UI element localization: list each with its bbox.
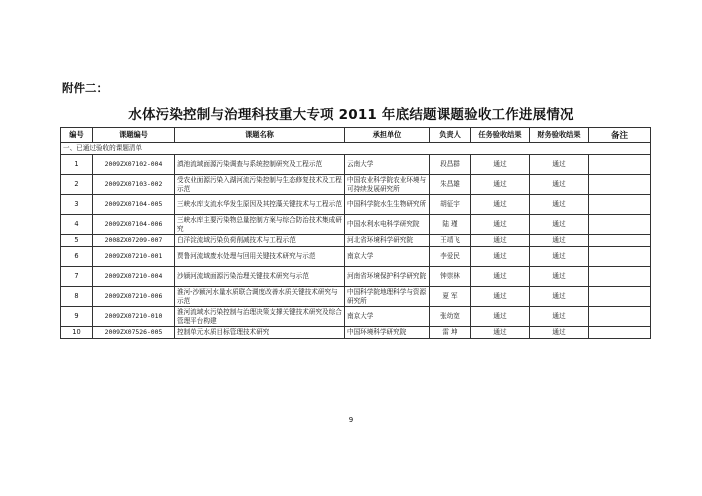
cell-leader: 陆 瑾 [430,215,471,235]
cell-task-result: 通过 [471,327,530,339]
cell-task-result: 通过 [471,287,530,307]
cell-leader: 王靖飞 [430,235,471,247]
cell-note [589,267,651,287]
cell-finance-result: 通过 [530,307,589,327]
table-row [61,235,651,247]
acceptance-table [60,127,651,339]
cell-leader: 张幼宽 [430,307,471,327]
cell-task-result: 通过 [471,155,530,175]
cell-code: 2008ZX07209-007 [93,235,175,247]
cell-leader: 钟崇林 [430,267,471,287]
header-name: 课题名称 [175,128,345,143]
appendix-label: 附件二： [62,81,108,95]
cell-leader: 胡征宇 [430,195,471,215]
cell-name: 白洋淀流域污染负荷削减技术与工程示范 [175,235,345,247]
cell-note [589,155,651,175]
cell-code: 2009ZX07103-002 [93,175,175,195]
header-code: 课题编号 [93,128,175,143]
cell-no: 3 [61,195,93,215]
cell-no: 5 [61,235,93,247]
cell-unit: 中国科学院地理科学与资源研究所 [345,287,430,307]
cell-unit: 中国农业科学院农业环境与可持续发展研究所 [345,175,430,195]
cell-unit: 河南省环境保护科学研究院 [345,267,430,287]
table-row [61,287,651,307]
cell-code: 2009ZX07526-005 [93,327,175,339]
cell-note [589,327,651,339]
cell-note [589,287,651,307]
table-row [61,307,651,327]
cell-no: 7 [61,267,93,287]
cell-finance-result: 通过 [530,175,589,195]
cell-code: 2009ZX07210-001 [93,247,175,267]
cell-finance-result: 通过 [530,155,589,175]
table-row [61,155,651,175]
cell-note [589,307,651,327]
cell-no: 9 [61,307,93,327]
cell-finance-result: 通过 [530,287,589,307]
cell-finance-result: 通过 [530,195,589,215]
cell-name: 贾鲁河流域废水处理与回用关键技术研究与示范 [175,247,345,267]
header-unit: 承担单位 [345,128,430,143]
header-note: 备注 [589,128,651,143]
cell-code: 2009ZX07210-010 [93,307,175,327]
cell-task-result: 通过 [471,267,530,287]
cell-unit: 南京大学 [345,247,430,267]
cell-finance-result: 通过 [530,327,589,339]
cell-no: 1 [61,155,93,175]
table-row [61,327,651,339]
cell-code: 2009ZX07102-004 [93,155,175,175]
cell-name: 三峡水库主要污染物总量控制方案与综合防治技术集成研究 [175,215,345,235]
cell-no: 10 [61,327,93,339]
table-row [61,267,651,287]
cell-note [589,175,651,195]
cell-name: 沙颍河流域面源污染治理关键技术研究与示范 [175,267,345,287]
cell-finance-result: 通过 [530,267,589,287]
cell-leader: 朱昌雄 [430,175,471,195]
cell-unit: 中国环境科学研究院 [345,327,430,339]
cell-leader: 夏 军 [430,287,471,307]
cell-code: 2009ZX07104-005 [93,195,175,215]
cell-task-result: 通过 [471,215,530,235]
section-row [61,143,651,155]
table-row [61,195,651,215]
table-header-row [61,128,651,143]
cell-note [589,215,651,235]
cell-no: 2 [61,175,93,195]
cell-leader: 雷 坤 [430,327,471,339]
cell-no: 6 [61,247,93,267]
cell-note [589,235,651,247]
cell-name: 控制单元水质目标管理技术研究 [175,327,345,339]
cell-unit: 中国科学院水生生物研究所 [345,195,430,215]
cell-code: 2009ZX07210-006 [93,287,175,307]
cell-name: 三峡水库支流水华发生原因及其控藻关键技术与工程示范 [175,195,345,215]
cell-task-result: 通过 [471,247,530,267]
cell-no: 8 [61,287,93,307]
cell-name: 淮河流域水污染控制与治理决策支撑关键技术研究及综合管理平台构建 [175,307,345,327]
cell-no: 4 [61,215,93,235]
cell-note [589,247,651,267]
cell-task-result: 通过 [471,195,530,215]
cell-finance-result: 通过 [530,247,589,267]
cell-name: 受农业面源污染入湖河流污染控制与生态修复技术及工程示范 [175,175,345,195]
cell-unit: 河北省环境科学研究院 [345,235,430,247]
cell-leader: 李爱民 [430,247,471,267]
header-leader: 负责人 [430,128,471,143]
cell-unit: 中国水利水电科学研究院 [345,215,430,235]
table-row [61,247,651,267]
cell-unit: 南京大学 [345,307,430,327]
cell-name: 滇池流域面源污染调查与系统控制研究及工程示范 [175,155,345,175]
cell-note [589,195,651,215]
cell-task-result: 通过 [471,235,530,247]
cell-code: 2009ZX07104-006 [93,215,175,235]
table-row [61,175,651,195]
cell-unit: 云南大学 [345,155,430,175]
header-task-result: 任务验收结果 [471,128,530,143]
cell-leader: 段昌群 [430,155,471,175]
section-label: 一、已通过验收的课题清单 [61,143,651,155]
cell-task-result: 通过 [471,307,530,327]
cell-finance-result: 通过 [530,235,589,247]
cell-task-result: 通过 [471,175,530,195]
cell-name: 淮河-沙颍河水量水质联合调度改善水质关键技术研究与示范 [175,287,345,307]
table-row [61,215,651,235]
header-no: 编号 [61,128,93,143]
cell-code: 2009ZX07210-004 [93,267,175,287]
document-title: 水体污染控制与治理科技重大专项 2011 年底结题课题验收工作进展情况 [128,107,574,123]
header-finance-result: 财务验收结果 [530,128,589,143]
cell-finance-result: 通过 [530,215,589,235]
page-number: 9 [348,416,354,424]
